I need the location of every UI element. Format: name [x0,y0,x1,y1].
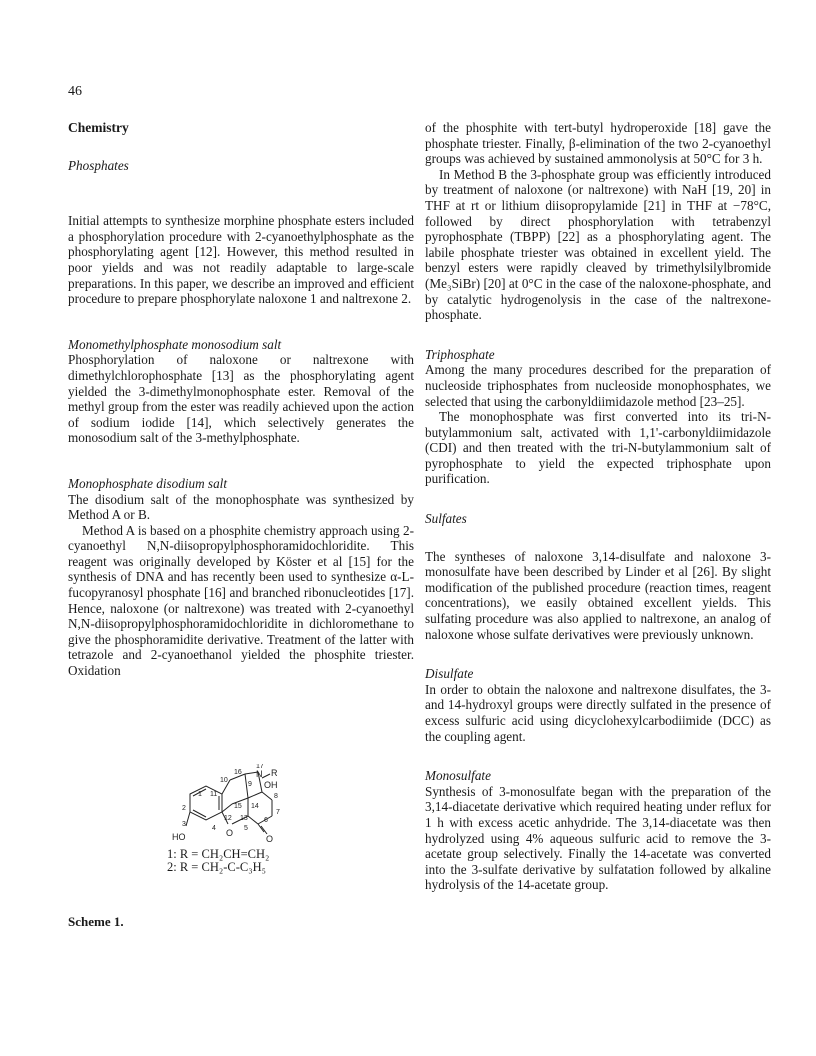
heading-sulfates: Sulfates [425,511,467,527]
paragraph-monomethylphosphate: Phosphorylation of naloxone or naltrexone with dimethylchlorophosphate [13] as the phosphorylating agent yielded the 3-dimethylmonophosphate ester. Removal of the methyl group from the ester was readily achieved upon the action of sodium iodide [14], which selectively generates the monosodium salt of the 3-methylphosphate. [68,352,414,446]
heading-phosphates: Phosphates [68,157,129,173]
paragraph-monophosphate: The disodium salt of the monophosphate was synthesized by Method A or B. [68,491,414,523]
atom-label-13: 13 [240,815,248,822]
atom-label-9: 9 [248,781,252,788]
atom-label-1: 1 [198,791,202,798]
paragraph-monosulfate: Synthesis of 3-monosulfate began with the preparation of the 3,14-diacetate derivative which required heating under reflux for 1 h with excess acetic anhydride. The 3,14-diacetate was then hydrolyzed using 4% aqueous sulfuric acid to remove the 3-acetate group selectively. Finally the 14-acetate was converted into the 3-sulfate derivative by sulfatation followed by alkaline hydrolysis of the 14-acetate group. [425,783,771,893]
atom-label-n: N [256,769,263,779]
legend-compound-1: 1: R = CH₂CH=CH₂ [167,847,270,861]
atom-label-16: 16 [234,769,242,776]
heading-monomethylphosphate: Monomethylphosphate monosodium salt [68,336,282,352]
paragraph-method-b: In Method B the 3-phosphate group was efficiently introduced by treatment of naloxone (or naltrexone) with NaH [19, 20] in THF at rt or lithium diisopropylamide [21] in THF at −78°C, followed by direct phosphorylation with tetrabenzyl pyrophosphate (TBPP) [22] as a phosphorylating agent. The labile phosphate triester was obtained in excellent yield. The benzyl esters were rapidly cleaved by trimethylsilylbromide (Me₃SiBr) [20] at 0°C in the case of the naloxone-phosphate, and by catalytic hydrogenolysis in the case of the naltrexone-phosphate. [425,166,771,323]
atom-label-10: 10 [220,777,228,784]
heading-monophosphate: Monophosphate disodium salt [68,475,227,491]
scheme-legend [167,848,269,874]
paragraph-sulfates: The syntheses of naloxone 3,14-disulfate and naloxone 3-monosulfate have been described by Linder et al [26]. By slight modification of the published procedure (reaction times, reagent concentrations), we easily obtained excellent yields. This sulfating procedure was also applied to naltrexone, an analog of naloxone whose sulfate derivatives were previously unknown. [425,548,771,642]
right-column [425,120,771,893]
atom-label-6: 6 [264,817,268,824]
atom-label-12: 12 [224,815,232,822]
atom-label-3: 3 [182,821,186,828]
paragraph-disulfate: In order to obtain the naloxone and naltrexone disulfates, the 3- and 14-hydroxyl groups were directly sulfated in the presence of excess sulfuric acid using dicyclohexylcarbodiimide (DCC) as the coupling agent. [425,681,771,744]
atom-label-11: 11 [210,791,218,798]
atom-label-2: 2 [182,805,186,812]
section-title-chemistry: Chemistry [68,120,129,135]
atom-label-ho: HO [172,832,186,842]
naloxone-structure-drawing [160,764,320,854]
atom-label-keto-oxygen: O [266,834,274,844]
atom-label-8: 8 [274,793,278,800]
paragraph-method-a: Method A is based on a phosphite chemistry approach using 2-cyanoethyl N,N-diisopropylphosphoramidochloridite. This reagent was originally developed by Köster et al [15] for the synthesis of DNA and has recently been used to synthesize α-L-fucopyranosyl phosphate [16] and branched ribonucleotides [17]. Hence, naloxone (or naltrexone) was treated with 2-cyanoethyl N,N-diisopropylphosphoramidochloridite in dichloromethane to give the phosphoramidite derivative. Treatment of the latter with tetrazole and 2-cyanoethanol yielded the phosphite triester. Oxidation [68,522,414,679]
atom-label-oh: OH [264,780,278,790]
atom-label-r: R [271,768,278,778]
atom-label-5: 5 [244,825,248,832]
atom-label-15: 15 [234,803,242,810]
heading-monosulfate: Monosulfate [425,768,491,784]
atom-label-7: 7 [276,809,280,816]
atom-label-14: 14 [251,803,259,810]
atom-label-17: 17 [256,764,264,770]
heading-disulfate: Disulfate [425,666,474,682]
legend-compound-2: 2: R = CH₂-C-C₃H₅ [167,860,266,874]
scheme-caption: Scheme 1. [68,914,124,929]
paragraph-method-a-continued: of the phosphite with tert-butyl hydroperoxide [18] gave the phosphate triester. Finally, β-elimination of the two 2-cyanoethyl groups was achieved by sustained ammonolysis at 50°C for 3 h. [425,120,771,167]
atom-label-ring-oxygen: O [226,828,234,838]
paragraph-intro: Initial attempts to synthesize morphine phosphate esters included a phosphorylation procedure with 2-cyanoethylphosphate as the phosphorylating agent [12]. However, this method resulted in poor yields and was not readily adaptable to large-scale preparations. In this paper, we describe an improved and efficient procedure to prepare phosphorylate naloxone 1 and naltrexone 2. [68,213,414,307]
left-column [68,120,414,679]
atom-label-4: 4 [212,825,216,832]
paragraph-triphosphate-2: The monophosphate was first converted into its tri-N-butylammonium salt, activated with 1,1'-carbonyldiimidazole (CDI) and then treated with the tri-N-butylammonium salt of pyrophosphate to yield the expected triphosphate upon purification. [425,409,771,487]
page-number: 46 [68,84,82,99]
heading-triphosphate: Triphosphate [425,346,495,362]
paragraph-triphosphate: Among the many procedures described for the preparation of nucleoside triphosphates from nucleoside monophosphates, we selected that using the carbonyldiimidazole method [23–25]. [425,362,771,409]
